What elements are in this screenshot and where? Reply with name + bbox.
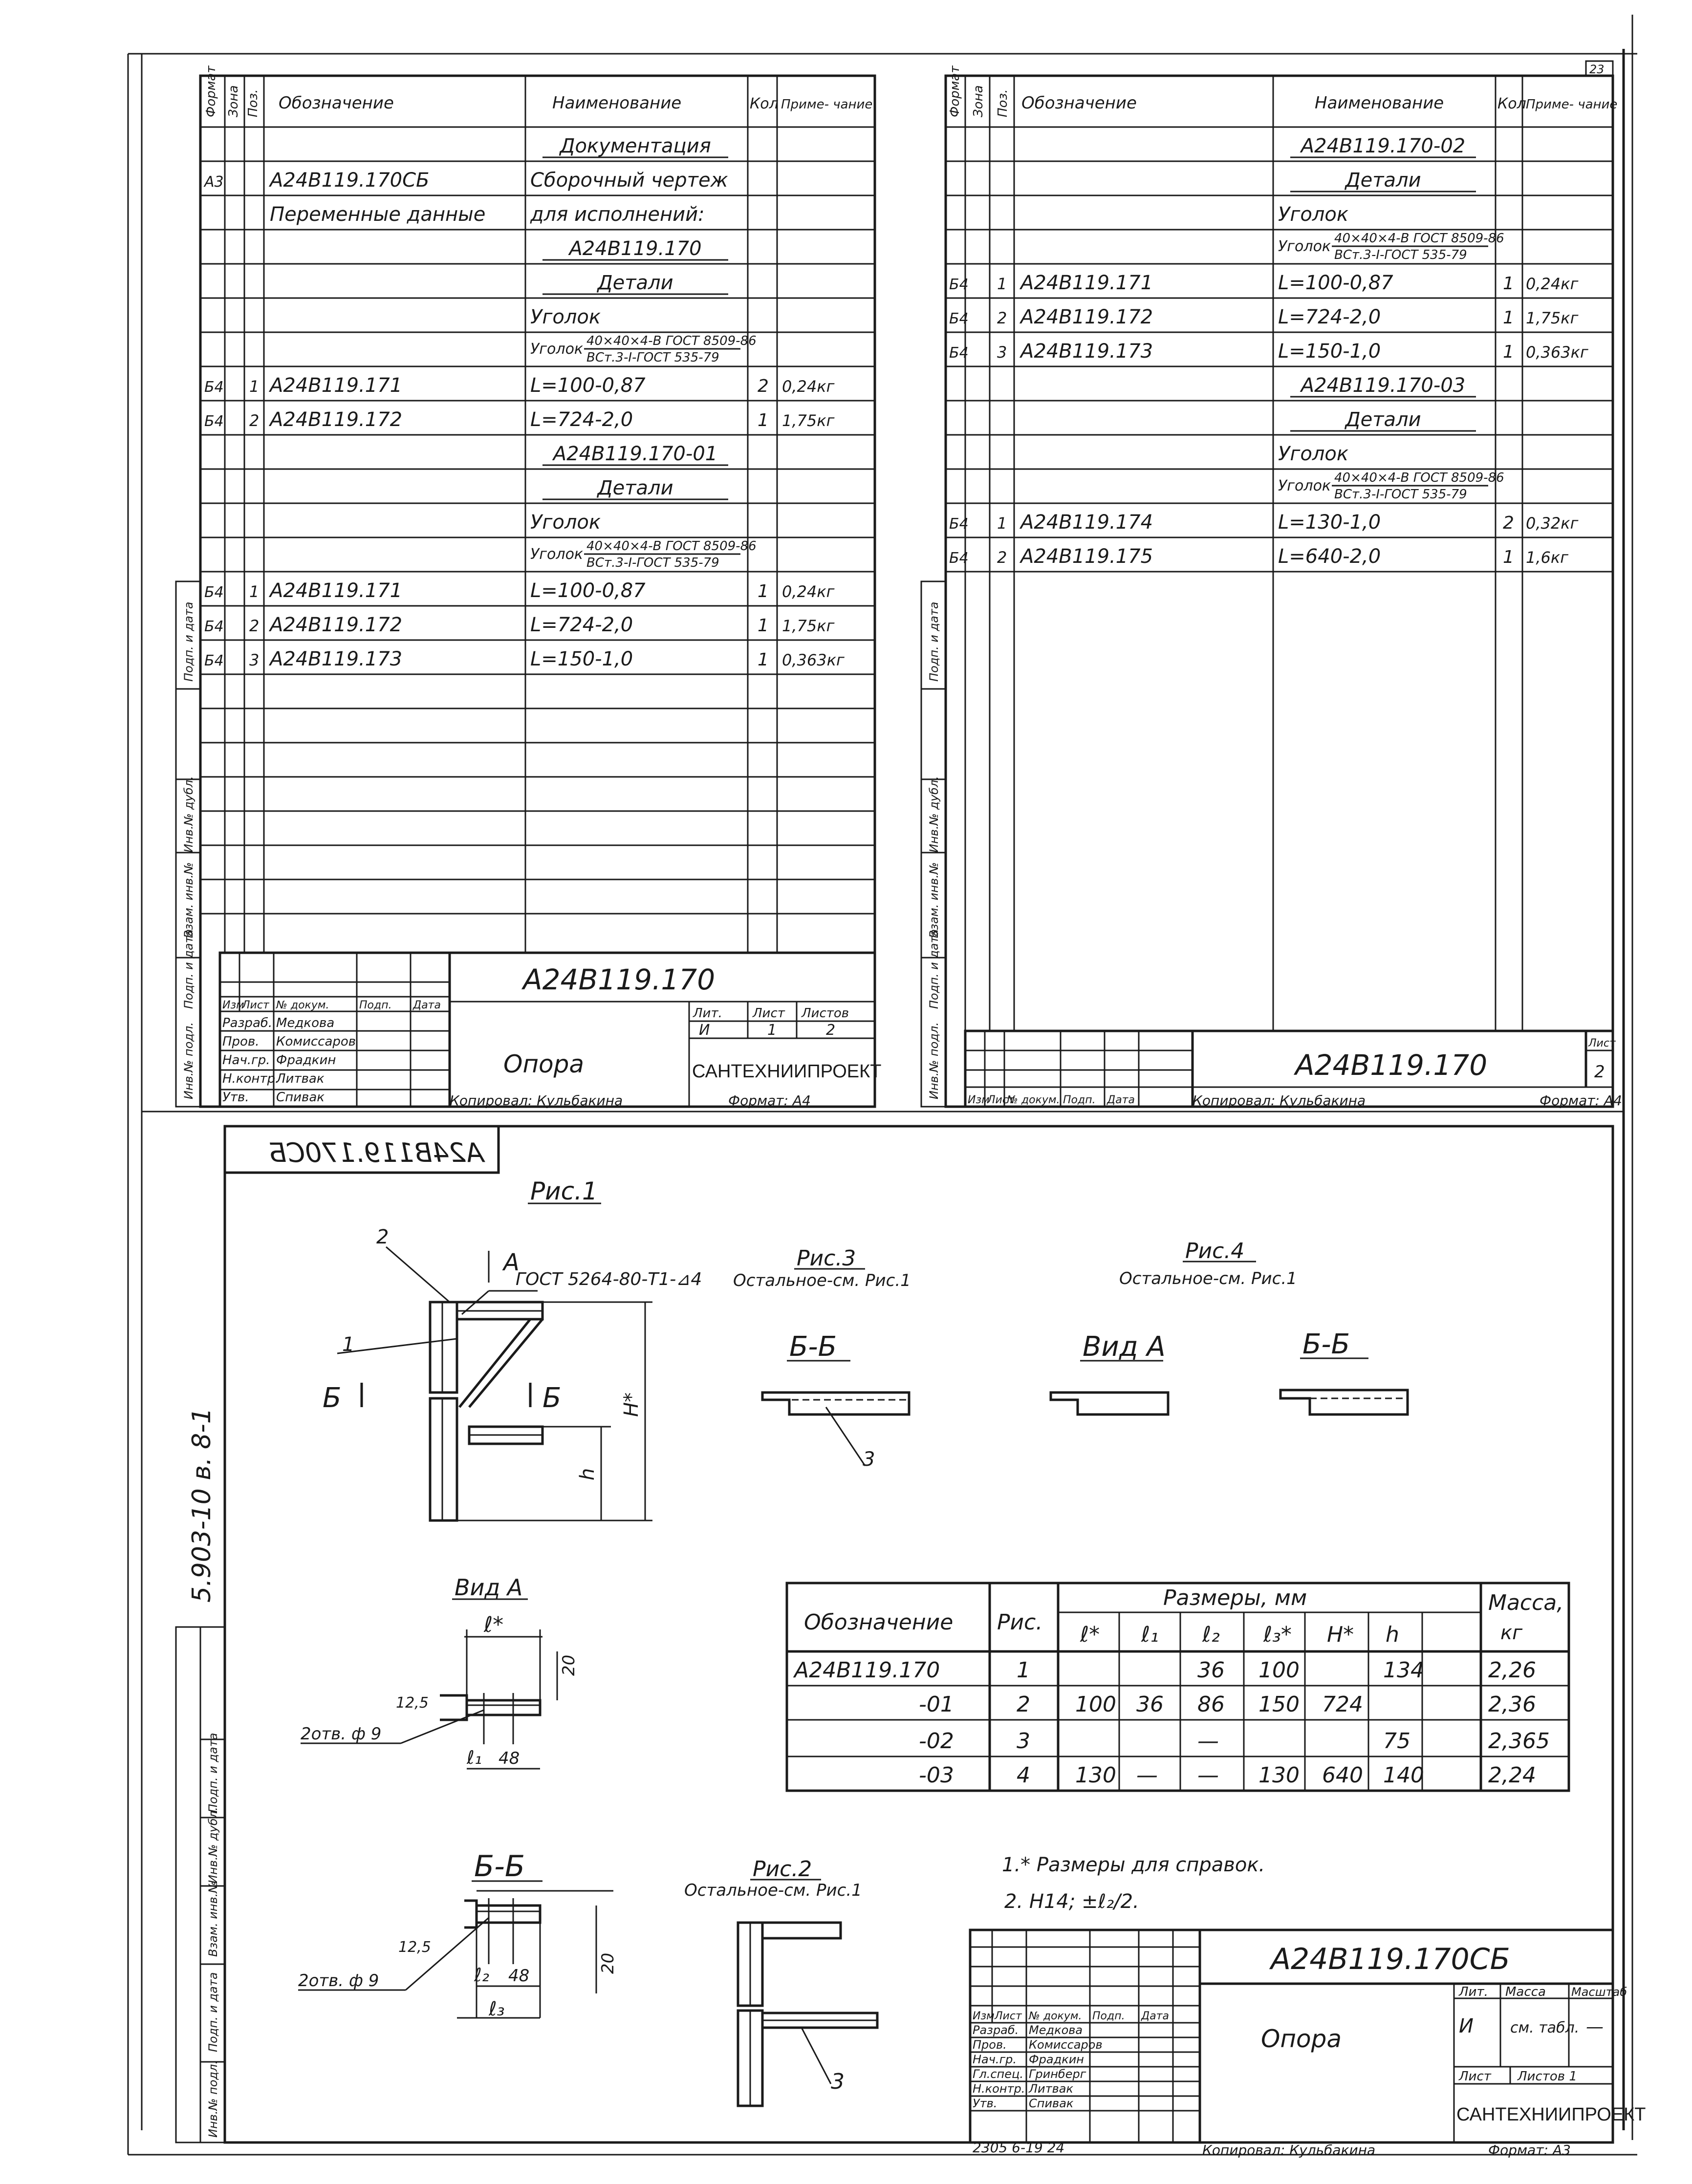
left-side-label-2: Взам. инв.№	[182, 862, 195, 938]
row-format: Б4	[949, 344, 969, 362]
row-name-bottom: ВСт.3-I-ГОСТ 535-79	[586, 556, 719, 570]
tb-role: Н.контр.	[973, 2082, 1025, 2096]
fig4-view: Вид А	[1083, 1331, 1166, 1363]
row-name-bottom: ВСт.3-I-ГОСТ 535-79	[1334, 248, 1467, 262]
left-side-label-1: Подп. и дата	[182, 929, 195, 1009]
row-note: 0,363кг	[1526, 343, 1588, 362]
table-cell-h: 134	[1383, 1658, 1424, 1683]
mirrored-code: А24В119.170СБ	[268, 1137, 484, 1168]
row-name: L=150-1,0	[530, 648, 633, 670]
right-side-label-3: Инв.№ дубл.	[927, 776, 941, 853]
row-name-top: 40×40×4-В ГОСТ 8509-86	[1334, 471, 1504, 485]
tb-col-label: Лист	[242, 999, 269, 1011]
tb-role: Разраб.	[222, 1016, 273, 1030]
view-a-holes: 2отв. ф 9	[301, 1724, 382, 1744]
row-note: 1,75кг	[1526, 309, 1579, 327]
section-bb-holes: 2отв. ф 9	[298, 1971, 379, 1991]
table-header-designation: Обозначение	[804, 1610, 954, 1635]
row-name: Документация	[560, 135, 711, 157]
row-designation: А24В119.175	[1020, 545, 1153, 568]
tb-person: Литвак	[276, 1071, 325, 1086]
fig3-subtitle: Остальное-см. Рис.1	[733, 1271, 911, 1290]
section-bb-dim-48: 48	[508, 1966, 530, 1986]
table-cell-fig: 4	[1017, 1763, 1030, 1788]
row-name: Уголок	[1278, 443, 1349, 465]
row-format: Б4	[204, 379, 224, 396]
fig2-subtitle: Остальное-см. Рис.1	[684, 1881, 862, 1900]
table-cell-mass: 2,26	[1488, 1658, 1536, 1683]
r-header-designation: Обозначение	[1021, 93, 1137, 113]
row-name: Уголок	[1278, 203, 1349, 226]
main-title-code: А24В119.170СБ	[1271, 1942, 1510, 1976]
header-pos: Поз.	[246, 89, 260, 117]
tb-col-label: Дата	[413, 999, 441, 1011]
tb-person: Медкова	[1029, 2023, 1083, 2037]
fig1-section-left: Б	[323, 1382, 342, 1414]
fig1-dim-H: H*	[620, 1392, 643, 1417]
tb-col-label: Изм	[222, 999, 244, 1011]
tb-role: Пров.	[973, 2038, 1007, 2052]
view-a	[301, 1574, 579, 1769]
vertical-code: 5.903-10 в. 8-1	[187, 1408, 217, 1603]
row-designation: А24В119.173	[1020, 340, 1153, 363]
section-bb-dim-l2: ℓ₂	[474, 1964, 489, 1986]
row-name-prefix: Уголок	[1278, 477, 1331, 494]
left-lit-value: И	[699, 1022, 710, 1039]
row-designation: А24В119.171	[1020, 272, 1153, 294]
row-pos: 2	[997, 309, 1007, 327]
table-cell-l: 130	[1075, 1763, 1116, 1788]
fig1	[323, 1177, 702, 1520]
tb-person: Комиссаров	[276, 1034, 356, 1049]
row-name: L=724-2,0	[530, 614, 633, 636]
r-header-pos: Поз.	[996, 89, 1010, 117]
row-format: Б4	[949, 550, 969, 567]
main-title-name: Опора	[1261, 2025, 1342, 2053]
table-cell-designation: -02	[919, 1729, 954, 1754]
left-side-label-4: Подп. и дата	[182, 601, 195, 682]
table-cell-l3: 100	[1258, 1658, 1300, 1683]
row-name-prefix: Уголок	[1278, 238, 1331, 255]
view-a-dim-l: ℓ*	[484, 1612, 504, 1637]
main-org: САНТЕХНИИПРОЕКТ	[1456, 2104, 1646, 2125]
table-cell-l2: —	[1197, 1729, 1219, 1754]
row-note: 0,363кг	[782, 651, 845, 669]
row-format: Б4	[949, 276, 969, 293]
fig3-callout: 3	[863, 1448, 875, 1471]
dimensions-table	[787, 1583, 1569, 1791]
table-cell-l2: 36	[1197, 1658, 1225, 1683]
row-name: А24В119.170-02	[1301, 135, 1466, 157]
tb-col-label: Дата	[1107, 1094, 1135, 1106]
tb-col-label: Изм	[968, 1094, 990, 1106]
right-side-label-1: Подп. и дата	[927, 929, 941, 1009]
left-sheets-label: Листов	[802, 1006, 849, 1021]
row-pos: 2	[997, 548, 1007, 567]
tb-person: Спивак	[276, 1090, 325, 1105]
left-side-label-0: Инв.№ подл.	[182, 1022, 195, 1099]
header-designation: Обозначение	[279, 93, 394, 113]
row-note: 0,24кг	[782, 582, 835, 601]
row-name: L=724-2,0	[530, 408, 633, 431]
table-cell-mass: 2,36	[1488, 1692, 1536, 1717]
row-pos: 3	[249, 651, 260, 669]
table-cell-H: 724	[1322, 1692, 1363, 1717]
main-mass-value: см. табл.	[1510, 2019, 1580, 2036]
fig4-section: Б-Б	[1302, 1328, 1350, 1360]
section-bb-dim-20: 20	[598, 1952, 618, 1974]
table-subheader: Н*	[1327, 1622, 1354, 1647]
tb-role: Разраб.	[973, 2023, 1019, 2037]
tb-col-label: № докум.	[1007, 1094, 1060, 1106]
left-sheets-value: 2	[826, 1022, 836, 1039]
note-1: 1.* Размеры для справок.	[1002, 1854, 1265, 1876]
row-note: 1,75кг	[782, 411, 835, 430]
row-qty: 1	[758, 581, 769, 601]
fig2-title: Рис.2	[753, 1857, 812, 1882]
view-a-dim-l1: ℓ₁	[467, 1747, 482, 1768]
section-bb-dim-125: 12,5	[398, 1939, 431, 1956]
left-side-label-3: Инв.№ дубл.	[182, 776, 195, 853]
table-cell-h: 140	[1383, 1763, 1424, 1788]
lower-side-label-1: Подп. и дата	[206, 1972, 220, 2052]
table-subheader: ℓ₁	[1141, 1622, 1159, 1647]
row-name: L=100-0,87	[530, 579, 646, 602]
row-format: А3	[204, 173, 224, 191]
row-name: Детали	[597, 272, 673, 294]
right-title-code: А24В119.170	[1295, 1049, 1488, 1082]
row-name-bottom: ВСт.3-I-ГОСТ 535-79	[586, 350, 719, 365]
main-scale-label: Масштаб	[1571, 1985, 1627, 1999]
tb-role: Нач.гр.	[222, 1053, 270, 1068]
right-side-label-4: Подп. и дата	[927, 601, 941, 682]
tb-col-label: Подп.	[1092, 2010, 1125, 2022]
tb-person: Комиссаров	[1029, 2038, 1103, 2052]
left-lit-label: Лит.	[693, 1006, 722, 1021]
main-title-block	[970, 1930, 1646, 2142]
tb-col-label: Лист	[987, 1094, 1015, 1106]
r-header-format: Формат	[948, 65, 962, 117]
row-designation: А24В119.172	[270, 408, 403, 431]
note-2: 2. Н14; ±ℓ₂/2.	[1004, 1890, 1139, 1913]
row-name: Уголок	[530, 306, 601, 328]
r-header-name: Наименование	[1315, 93, 1444, 113]
fig1-title: Рис.1	[530, 1177, 598, 1205]
table-cell-l2: 86	[1197, 1692, 1225, 1717]
row-name: L=130-1,0	[1278, 511, 1381, 534]
row-format: Б4	[204, 618, 224, 635]
row-qty: 2	[1503, 513, 1514, 533]
fig1-section-right: Б	[542, 1382, 562, 1414]
row-designation: А24В119.170СБ	[270, 169, 430, 192]
assembly-drawing	[176, 1126, 1646, 2158]
row-designation: А24В119.172	[270, 614, 403, 636]
view-a-dim-20: 20	[559, 1654, 579, 1676]
section-bb-dim-l3: ℓ₃	[489, 1998, 505, 2020]
row-name-top: 40×40×4-В ГОСТ 8509-86	[586, 334, 757, 348]
notes	[1002, 1854, 1265, 1913]
fig4	[1051, 1239, 1408, 1414]
table-subheader: ℓ₂	[1202, 1622, 1220, 1647]
row-format: Б4	[204, 652, 224, 669]
row-pos: 2	[249, 617, 260, 635]
table-cell-l2: —	[1197, 1763, 1219, 1788]
fig1-view-arrow: А	[503, 1249, 520, 1276]
lower-side-label-2: Взам. инв.№	[206, 1881, 220, 1957]
table-cell-l3: 150	[1258, 1692, 1300, 1717]
tb-col-label: Лист	[995, 2010, 1022, 2022]
row-qty: 2	[758, 376, 769, 396]
table-cell-designation: -03	[919, 1763, 954, 1788]
row-note: 0,24кг	[1526, 275, 1579, 293]
main-mass-label: Масса	[1505, 1985, 1546, 1999]
main-format: Формат: А3	[1488, 2142, 1571, 2158]
left-sheet-label: Лист	[753, 1006, 785, 1021]
tb-col-label: Подп.	[1063, 1094, 1096, 1106]
row-qty: 1	[1503, 547, 1514, 567]
table-header-mass-unit: кг	[1500, 1622, 1523, 1644]
lower-side-label-0: Инв.№ подл.	[206, 2060, 220, 2138]
row-qty: 1	[758, 650, 769, 670]
row-pos: 1	[997, 275, 1007, 293]
row-pos: 1	[997, 514, 1007, 533]
row-qty: 1	[1503, 342, 1514, 362]
right-spec-panel	[921, 61, 1622, 1109]
fig1-callout-1: 1	[342, 1333, 355, 1356]
view-a-title: Вид А	[455, 1574, 523, 1601]
table-cell-h: 75	[1383, 1729, 1410, 1754]
row-qty: 1	[1503, 308, 1514, 328]
left-spec-panel	[176, 65, 881, 1109]
row-qty: 1	[1503, 274, 1514, 294]
tb-role: Н.контр.	[222, 1071, 280, 1086]
right-sheet-label: Лист	[1588, 1037, 1616, 1049]
table-subheader: ℓ₃*	[1263, 1622, 1292, 1647]
row-note: 0,32кг	[1526, 514, 1579, 533]
row-note: 0,24кг	[782, 377, 835, 396]
sheet-index: 23	[1589, 63, 1605, 76]
tb-col-label: Дата	[1141, 2010, 1169, 2022]
row-name-prefix: Уголок	[530, 546, 584, 563]
right-side-label-2: Взам. инв.№	[927, 862, 941, 938]
fig3	[733, 1246, 911, 1471]
tb-person: Медкова	[276, 1016, 335, 1030]
left-format: Формат: А4	[728, 1092, 811, 1109]
row-pos: 3	[997, 343, 1007, 362]
main-stamp: 2305 6-19 24	[973, 2140, 1065, 2156]
row-name: Детали	[597, 477, 673, 499]
view-a-dim-125: 12,5	[396, 1694, 429, 1712]
row-designation: А24В119.171	[270, 579, 403, 602]
fig3-title: Рис.3	[797, 1246, 856, 1271]
table-cell-mass: 2,24	[1488, 1763, 1536, 1788]
row-designation: А24В119.174	[1020, 511, 1153, 534]
table-cell-l3: 130	[1258, 1763, 1300, 1788]
left-copied: Копировал: Кульбакина	[450, 1092, 623, 1109]
header-name: Наименование	[552, 93, 682, 113]
main-copied: Копировал: Кульбакина	[1202, 2142, 1376, 2158]
fig1-dim-h: h	[576, 1468, 599, 1480]
right-format: Формат: А4	[1540, 1092, 1622, 1109]
row-name: L=150-1,0	[1278, 340, 1381, 363]
row-name: А24В119.170-03	[1301, 374, 1466, 397]
tb-col-label: Изм	[973, 2010, 995, 2022]
row-pos: 1	[249, 582, 260, 601]
right-side-label-0: Инв.№ подл.	[927, 1022, 941, 1099]
table-cell-designation: А24В119.170	[794, 1658, 940, 1683]
tb-col-label: № докум.	[276, 999, 329, 1011]
table-header-mass: Масса,	[1488, 1590, 1564, 1615]
row-format: Б4	[949, 515, 969, 533]
fig1-weld-note: ГОСТ 5264-80-Т1-⊿4	[516, 1269, 702, 1289]
header-qty: Кол	[750, 95, 779, 112]
fig4-title: Рис.4	[1185, 1239, 1245, 1263]
row-name-top: 40×40×4-В ГОСТ 8509-86	[1334, 231, 1504, 246]
main-scale-value: —	[1586, 2017, 1604, 2037]
fig2	[684, 1857, 877, 2106]
fig2-callout: 3	[831, 2069, 845, 2094]
view-a-dim-48: 48	[499, 1749, 520, 1768]
tb-role: Гл.спец.	[973, 2067, 1023, 2081]
row-designation: Переменные данные	[270, 203, 486, 226]
row-name: Детали	[1345, 169, 1421, 192]
row-name: А24В119.170	[569, 237, 702, 260]
row-name-bottom: ВСт.3-I-ГОСТ 535-79	[1334, 487, 1467, 502]
table-cell-H: 640	[1322, 1763, 1363, 1788]
main-lit-label: Лит.	[1459, 1985, 1488, 1999]
table-cell-designation: -01	[919, 1692, 954, 1717]
right-sheet-value: 2	[1594, 1062, 1605, 1082]
table-cell-l: 100	[1075, 1692, 1116, 1717]
table-cell-fig: 3	[1017, 1729, 1030, 1754]
left-sheet-value: 1	[767, 1022, 777, 1039]
r-header-note: Приме- чание	[1526, 97, 1618, 112]
main-sheet-label: Лист	[1459, 2069, 1491, 2084]
tb-col-label: № докум.	[1029, 2010, 1082, 2022]
outer-frame	[128, 15, 1637, 2155]
table-header-fig: Рис.	[997, 1610, 1043, 1635]
header-format: Формат	[204, 65, 218, 117]
row-name: L=100-0,87	[530, 374, 646, 397]
tb-role: Утв.	[222, 1090, 249, 1105]
fig1-callout-2: 2	[376, 1226, 389, 1248]
header-note: Приме- чание	[781, 97, 873, 112]
right-copied: Копировал: Кульбакина	[1193, 1092, 1366, 1109]
tb-col-label: Подп.	[359, 999, 392, 1011]
table-cell-l1: 36	[1136, 1692, 1164, 1717]
table-header-dims: Размеры, мм	[1163, 1585, 1307, 1610]
tb-role: Нач.гр.	[973, 2053, 1017, 2066]
row-qty: 1	[758, 410, 769, 430]
table-subheader: ℓ*	[1080, 1622, 1100, 1647]
left-title-name: Опора	[503, 1050, 585, 1078]
header-zone: Зона	[226, 85, 241, 117]
row-format: Б4	[204, 413, 224, 430]
fig4-subtitle: Остальное-см. Рис.1	[1119, 1269, 1297, 1288]
row-name: L=100-0,87	[1278, 272, 1393, 294]
row-designation: А24В119.173	[270, 648, 403, 670]
table-cell-fig: 1	[1017, 1658, 1030, 1683]
row-name: Детали	[1345, 408, 1421, 431]
table-cell-mass: 2,365	[1488, 1729, 1550, 1754]
tb-person: Литвак	[1029, 2082, 1073, 2096]
tb-person: Фрадкин	[1029, 2053, 1084, 2066]
section-bb	[298, 1849, 618, 2020]
row-pos: 2	[249, 411, 260, 430]
row-name-top: 40×40×4-В ГОСТ 8509-86	[586, 539, 757, 554]
row-name: Сборочный чертеж	[530, 169, 728, 192]
left-title-block	[220, 953, 881, 1107]
row-designation: А24В119.172	[1020, 306, 1153, 328]
lower-side-label-4: Подп. и дата	[206, 1733, 220, 1813]
tb-role: Утв.	[973, 2097, 998, 2110]
row-name: L=724-2,0	[1278, 306, 1381, 328]
r-header-qty: Кол	[1497, 95, 1526, 112]
r-header-zone: Зона	[971, 85, 986, 117]
row-note: 1,75кг	[782, 617, 835, 635]
row-qty: 1	[758, 616, 769, 636]
tb-role: Пров.	[222, 1034, 260, 1049]
fig3-section: Б-Б	[789, 1331, 837, 1363]
row-format: Б4	[204, 584, 224, 601]
tb-person: Фрадкин	[276, 1053, 336, 1068]
row-pos: 1	[249, 377, 260, 396]
lower-side-label-3: Инв.№ дубл.	[206, 1807, 220, 1884]
main-sheets-label: Листов 1	[1518, 2069, 1577, 2084]
row-name: Уголок	[530, 511, 601, 534]
row-name: А24В119.170-01	[553, 443, 718, 465]
row-name: L=640-2,0	[1278, 545, 1381, 568]
tb-person: Спивак	[1029, 2097, 1074, 2110]
row-format: Б4	[949, 310, 969, 327]
section-bb-title: Б-Б	[474, 1849, 525, 1884]
row-designation: А24В119.171	[270, 374, 403, 397]
left-org: САНТЕХНИИПРОЕКТ	[692, 1061, 882, 1082]
row-name: для исполнений:	[530, 203, 705, 226]
table-cell-fig: 2	[1017, 1692, 1030, 1717]
row-name-prefix: Уголок	[530, 341, 584, 358]
main-lit-value: И	[1459, 2015, 1474, 2037]
tb-person: Гринберг	[1029, 2067, 1086, 2081]
row-note: 1,6кг	[1526, 548, 1569, 567]
table-cell-l1: —	[1136, 1763, 1158, 1788]
table-subheader: h	[1386, 1622, 1399, 1647]
left-title-code: А24В119.170	[523, 963, 716, 996]
